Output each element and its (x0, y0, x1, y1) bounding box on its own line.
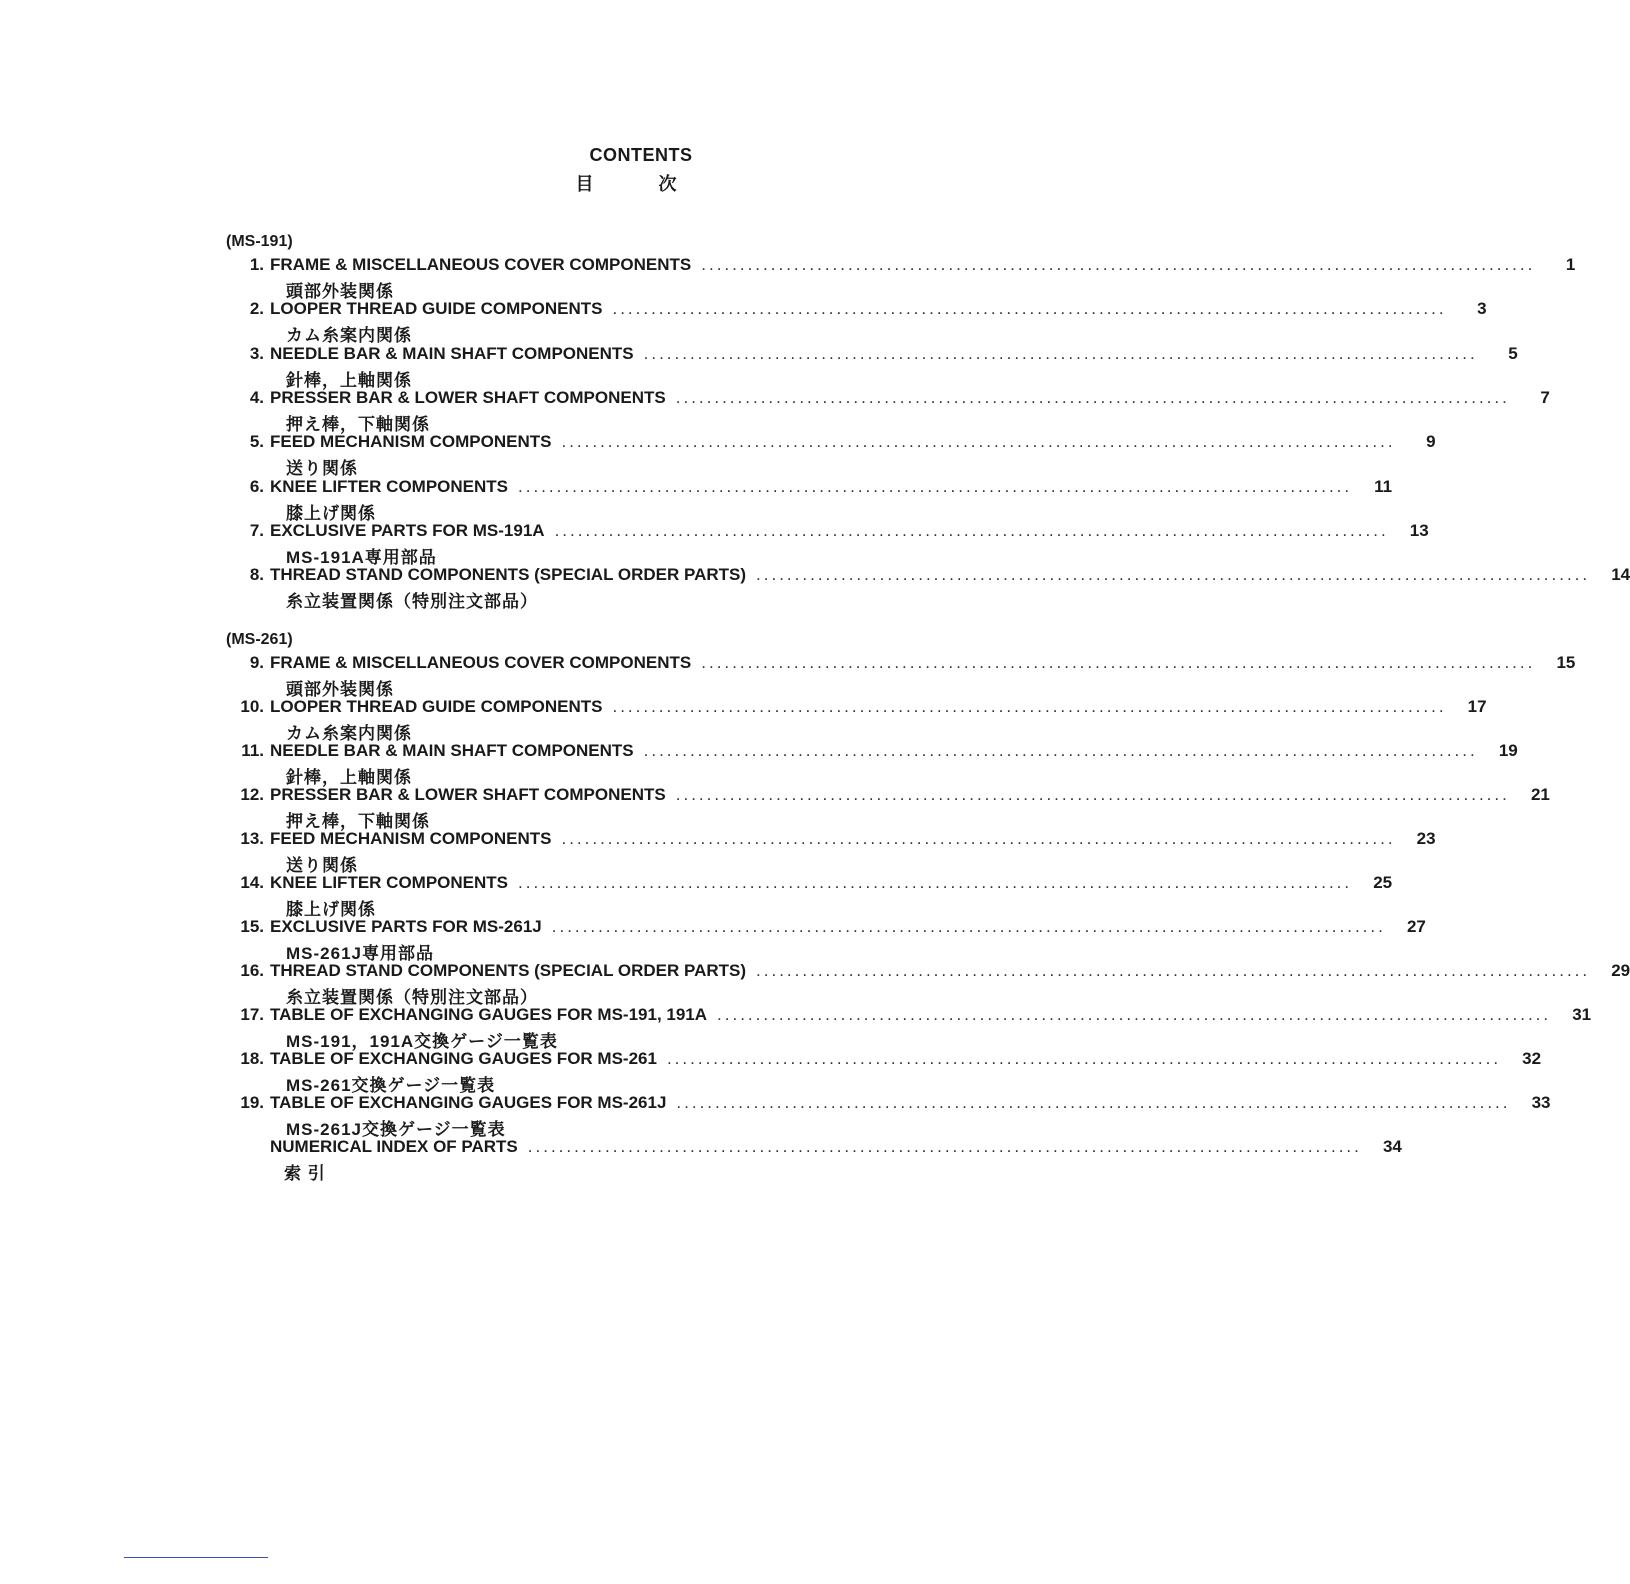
entry-page: 1 (1565, 255, 1576, 274)
entry-title: KNEE LIFTER COMPONENTS (270, 873, 509, 892)
entry-number: 10. (240, 697, 264, 716)
entry-title-jp: MS-191，191A交換ゲージ一覧表 (286, 1032, 558, 1051)
entry-page: 5 (1508, 344, 1518, 363)
toc-entry[interactable] (220, 741, 1518, 787)
entry-page: 15 (1556, 653, 1576, 672)
entry-title-jp: 針棒，上軸関係 (286, 768, 412, 787)
entry-number: 12. (240, 785, 264, 804)
entry-number: 17. (240, 1005, 264, 1024)
entry-number: 16. (240, 961, 264, 980)
contents-heading: CONTENTS (589, 145, 693, 165)
entry-number: 14. (240, 873, 264, 892)
toc-entry[interactable] (220, 344, 1518, 390)
entry-title-jp: 送り関係 (286, 856, 358, 875)
entry-page: 34 (1382, 1137, 1402, 1156)
entry-title-jp: 索 引 (284, 1164, 326, 1183)
dot-leader: ............................................................................................................ (756, 961, 1591, 980)
entry-page: 11 (1374, 477, 1393, 496)
dot-leader: ............................................................................................................ (518, 873, 1353, 892)
entry-title-jp: 頭部外装関係 (286, 282, 394, 301)
section-label: (MS-261) (226, 631, 293, 648)
entry-number: 8. (249, 565, 264, 584)
entry-number: 1. (249, 255, 264, 274)
toc-entry[interactable] (220, 697, 1487, 743)
toc-entry[interactable] (220, 432, 1436, 478)
dot-leader: ............................................................................................................ (561, 432, 1396, 451)
entry-title-jp: MS-261交換ゲージ一覧表 (286, 1076, 496, 1095)
dot-leader: ............................................................................................................ (676, 1093, 1511, 1112)
toc-entry[interactable] (220, 255, 1576, 301)
dot-leader: ............................................................................................................ (643, 741, 1478, 760)
entry-title: PRESSER BAR & LOWER SHAFT COMPONENTS (270, 388, 666, 407)
toc-entry[interactable] (220, 299, 1487, 345)
toc-entry[interactable] (220, 829, 1436, 875)
dot-leader: ............................................................................................................ (756, 565, 1591, 584)
dot-leader: ............................................................................................................ (612, 299, 1447, 318)
entry-title-jp: 送り関係 (286, 459, 358, 478)
toc-entry[interactable] (220, 1093, 1551, 1139)
entry-number: 5. (249, 432, 264, 451)
toc-entry[interactable] (220, 961, 1630, 1007)
entry-number: 18. (240, 1049, 264, 1068)
entry-page: 7 (1540, 388, 1550, 407)
entry-title-jp: MS-191A専用部品 (286, 548, 437, 567)
entry-page: 14 (1611, 565, 1630, 584)
dot-leader: ............................................................................................................ (612, 697, 1447, 716)
section-label: (MS-191) (226, 233, 293, 250)
dot-leader: ............................................................................................................ (561, 829, 1396, 848)
entry-title-jp: 膝上げ関係 (286, 900, 376, 919)
entry-page: 9 (1426, 432, 1436, 451)
entry-title: THREAD STAND COMPONENTS (SPECIAL ORDER PARTS) (270, 961, 747, 980)
toc-entry[interactable] (220, 1005, 1592, 1051)
entry-page: 21 (1530, 785, 1550, 804)
dot-leader: ............................................................................................................ (701, 255, 1536, 274)
toc-entry[interactable] (220, 873, 1393, 919)
entry-page: 19 (1498, 741, 1518, 760)
entry-number: 3. (249, 344, 264, 363)
toc-entry[interactable] (220, 477, 1393, 523)
entry-page: 29 (1611, 961, 1630, 980)
dot-leader: ............................................................................................................ (554, 521, 1389, 540)
entry-number: 7. (249, 521, 264, 540)
entry-number: 15. (240, 917, 264, 936)
dot-leader: ............................................................................................................ (666, 1049, 1502, 1068)
entry-title: TABLE OF EXCHANGING GAUGES FOR MS-261J (270, 1093, 667, 1112)
entry-page: 17 (1467, 697, 1487, 716)
toc-entry[interactable] (220, 785, 1550, 831)
entry-title: THREAD STAND COMPONENTS (SPECIAL ORDER PARTS) (270, 565, 747, 584)
entry-title: FEED MECHANISM COMPONENTS (270, 432, 552, 451)
entry-number: 6. (249, 477, 264, 496)
entry-title-jp: カム糸案内関係 (286, 724, 412, 743)
entry-page: 3 (1477, 299, 1487, 318)
entry-title: EXCLUSIVE PARTS FOR MS-261J (270, 917, 542, 936)
entry-page: 23 (1416, 829, 1436, 848)
entry-title-jp: 頭部外装関係 (286, 680, 394, 699)
entry-title-jp: 針棒，上軸関係 (286, 371, 412, 390)
toc-entry[interactable] (220, 917, 1426, 963)
entry-title: NEEDLE BAR & MAIN SHAFT COMPONENTS (270, 344, 634, 363)
entry-number: 9. (249, 653, 264, 672)
entry-title: PRESSER BAR & LOWER SHAFT COMPONENTS (270, 785, 666, 804)
entry-page: 33 (1531, 1093, 1551, 1112)
entry-page: 25 (1373, 873, 1393, 892)
entry-title: TABLE OF EXCHANGING GAUGES FOR MS-191, 191A (270, 1005, 708, 1024)
dot-leader: ............................................................................................................ (643, 344, 1478, 363)
dot-leader: ............................................................................................................ (701, 653, 1536, 672)
entry-title: FEED MECHANISM COMPONENTS (270, 829, 552, 848)
entry-title-jp: 膝上げ関係 (286, 504, 376, 523)
toc-entry[interactable] (220, 521, 1429, 567)
entry-page: 13 (1409, 521, 1429, 540)
entry-title: TABLE OF EXCHANGING GAUGES FOR MS-261 (270, 1049, 657, 1068)
entry-page: 32 (1522, 1049, 1542, 1068)
toc-entry[interactable] (220, 1049, 1542, 1095)
entry-title-jp: 糸立装置関係（特別注文部品） (286, 988, 538, 1007)
contents-heading-jp: 目 次 (575, 174, 707, 194)
entry-title-jp: 押え棒，下軸関係 (286, 812, 430, 831)
toc-entry[interactable] (220, 565, 1630, 611)
scan-artifact-line (124, 1557, 268, 1558)
entry-title-jp: カム糸案内関係 (286, 326, 412, 345)
dot-leader: ............................................................................................................ (518, 477, 1353, 496)
entry-title: NUMERICAL INDEX OF PARTS (270, 1137, 518, 1156)
toc-entry[interactable] (220, 653, 1576, 699)
entry-title: LOOPER THREAD GUIDE COMPONENTS (270, 697, 603, 716)
toc-entry[interactable] (220, 388, 1550, 434)
entry-number: 4. (249, 388, 264, 407)
entry-title: FRAME & MISCELLANEOUS COVER COMPONENTS (270, 255, 692, 274)
entry-title: EXCLUSIVE PARTS FOR MS-191A (270, 521, 545, 540)
entry-title-jp: MS-261J交換ゲージ一覧表 (286, 1120, 506, 1139)
entry-number: 13. (240, 829, 264, 848)
entry-title-jp: MS-261J専用部品 (286, 944, 434, 963)
entry-title: KNEE LIFTER COMPONENTS (270, 477, 509, 496)
entry-number: 19. (240, 1093, 264, 1112)
entry-title: LOOPER THREAD GUIDE COMPONENTS (270, 299, 603, 318)
dot-leader: ............................................................................................................ (527, 1137, 1362, 1156)
dot-leader: ............................................................................................................ (551, 917, 1386, 936)
entry-title-jp: 糸立装置関係（特別注文部品） (286, 592, 538, 611)
entry-page: 27 (1406, 917, 1426, 936)
entry-page: 31 (1572, 1005, 1592, 1024)
dot-leader: ............................................................................................................ (675, 785, 1510, 804)
entry-title-jp: 押え棒，下軸関係 (286, 415, 430, 434)
entry-title: FRAME & MISCELLANEOUS COVER COMPONENTS (270, 653, 692, 672)
toc-entry[interactable] (220, 1137, 1402, 1183)
dot-leader: ............................................................................................................ (675, 388, 1510, 407)
entry-title: NEEDLE BAR & MAIN SHAFT COMPONENTS (270, 741, 634, 760)
dot-leader: ............................................................................................................ (717, 1005, 1552, 1024)
entry-number: 11. (241, 741, 264, 760)
entry-number: 2. (249, 299, 264, 318)
